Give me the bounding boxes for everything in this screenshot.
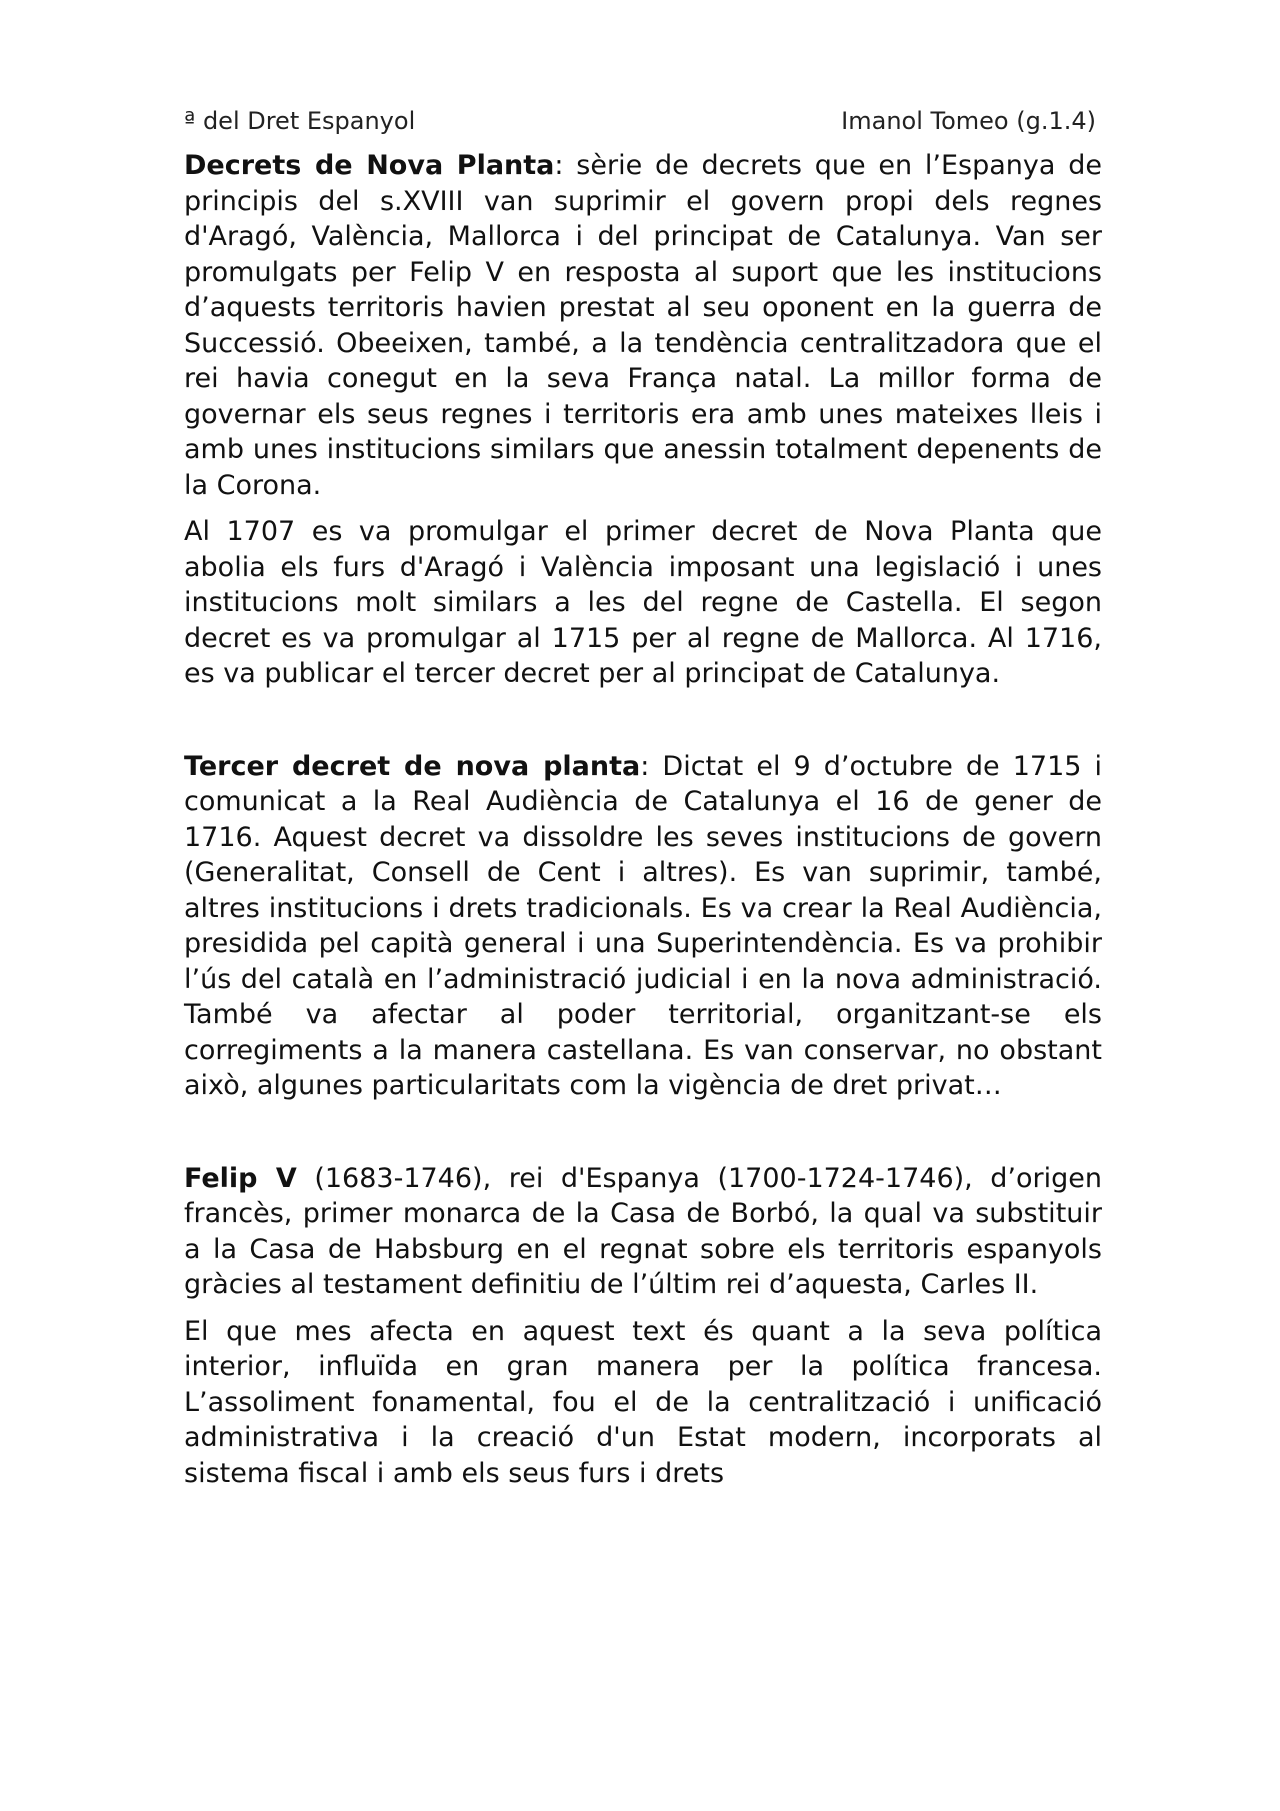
section-gap (184, 703, 1102, 749)
document-body (184, 148, 1102, 1502)
paragraph-nova-planta-history: Al 1707 es va promulgar el primer decret de Nova Planta que abolia els furs d'Aragó i València imposant una legislació i unes institucions molt similars a les del regne de Castella. El segon decret es va promulgar al 1715 per al regne de Mallorca. Al 1716, es va publicar el tercer decret per al principat de Catalunya. (184, 516, 1102, 689)
header-author: Imanol Tomeo (g.1.4) (841, 107, 1096, 135)
header-course-title: ª del Dret Espanyol (184, 107, 416, 135)
paragraph-felip-v (184, 1161, 1102, 1303)
page-header (184, 104, 1096, 138)
tercer-decret-text: : Dictat el 9 d’octubre de 1715 i comunicat a la Real Audiència de Catalunya el 16 de gener de 1716. Aquest decret va dissoldre les seves institucions de govern (Generalitat, Consell de Cent i altres). Es van suprimir, també, altres institucions i drets tradicionals. Es va crear la Real Audiència, presidida pel capità general i una Superintendència. Es va prohibir l’ús del català en l’administració judicial i en la nova administració. També va afectar al poder territorial, organitzant-se els corregiments a la manera castellana. Es van conservar, no obstant això, algunes particularitats com la vigència de dret privat… (184, 750, 1103, 1101)
felip-v-text: (1683-1746), rei d'Espanya (1700-1724-1746), d’origen francès, primer monarca de la Casa de Borbó, la qual va substituir a la Casa de Habsburg en el regnat sobre els territoris espanyols gràcies al testament definitiu de l’últim rei d’aquesta, Carles II. (184, 1162, 1103, 1300)
paragraph-nova-planta-definition (184, 148, 1102, 503)
paragraph-felip-v-policy: El que mes afecta en aquest text és quant a la seva política interior, influïda en gran manera per la política francesa. L’assoliment fonamental, fou el de la centralització i unificació administrativa i la creació d'un Estat modern, incorporats al sistema fiscal i amb els seus furs i drets (184, 1315, 1102, 1489)
paragraph-tercer-decret (184, 749, 1102, 1104)
nova-planta-definition-text: : sèrie de decrets que en l’Espanya de principis del s.XVIII van suprimir el govern propi dels regnes d'Aragó, València, Mallorca i del principat de Catalunya. Van ser promulgats per Felip V en resposta al suport que les institucions d’aquests territoris havien prestat al seu oponent en la guerra de Successió. Obeeixen, també, a la tendència centralitzadora que el rei havia conegut en la seva França natal. La millor forma de governar els seus regnes i territoris era amb unes mateixes lleis i amb unes institucions similars que anessin totalment depenents de la Corona. (184, 150, 1102, 501)
term-felip-v: Felip V (184, 1162, 297, 1194)
term-tercer-decret: Tercer decret de nova planta (184, 750, 641, 782)
section-gap (184, 1115, 1102, 1161)
term-decrets-nova-planta: Decrets de Nova Planta (184, 150, 555, 181)
